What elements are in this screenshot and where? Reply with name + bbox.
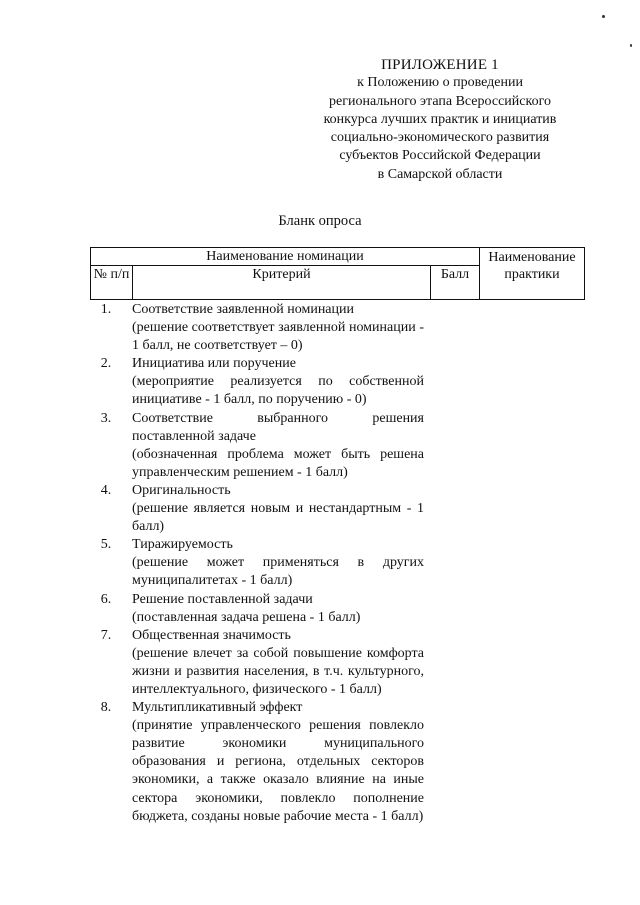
survey-header-table (90, 247, 585, 300)
criterion-title: Общественная значимость (132, 627, 291, 643)
appendix-line: социально-экономического развития (330, 130, 550, 146)
criterion-item (90, 699, 435, 826)
criterion-description: (обозначенная проблема может быть решена управленческим решением - 1 балл) (132, 446, 424, 480)
appendix-line: субъектов Российской Федерации (339, 148, 541, 164)
appendix-line: регионального этапа Всероссийского (329, 93, 551, 109)
criterion-item (90, 627, 435, 699)
form-title: Бланк опроса (278, 213, 362, 229)
criterion-title: Мультипликативный эффект (132, 700, 303, 716)
scan-speck-dot (630, 44, 632, 47)
scan-speck-dot (602, 15, 605, 18)
appendix-heading: ПРИЛОЖЕНИЕ 1 (381, 57, 499, 73)
criterion-number: 7. (100, 627, 112, 643)
criteria-list (90, 301, 435, 826)
appendix-block (300, 56, 580, 184)
criterion-title: Решение поставленной задачи (132, 591, 313, 607)
appendix-line: к Положению о проведении (357, 75, 523, 91)
criterion-title: Инициатива или поручение (132, 356, 296, 372)
criterion-item (90, 536, 435, 590)
criterion-title: Соответствие заявленной номинации (132, 302, 354, 317)
nomination-header: Наименование номинации (91, 248, 480, 266)
criterion-number: 4. (100, 482, 112, 498)
criterion-description: (решение может применяться в других муниципалитетах - 1 балл) (132, 555, 424, 589)
criterion-item (90, 410, 435, 482)
criterion-description: (решение является новым и нестандартным - 1 балл) (132, 501, 424, 535)
criterion-number: 6. (100, 591, 112, 607)
criterion-number: 8. (100, 700, 112, 716)
criterion-number: 3. (100, 410, 112, 426)
criterion-number: 2. (100, 356, 112, 372)
appendix-line: в Самарской области (377, 166, 503, 182)
criterion-item (90, 482, 435, 536)
criterion-number: 5. (100, 537, 112, 553)
criterion-description: (поставленная задача решена - 1 балл) (132, 609, 361, 625)
criterion-header: Критерий (133, 266, 431, 300)
criterion-title: Оригинальность (132, 482, 231, 498)
criterion-number: 1. (100, 302, 112, 317)
criterion-description: (решение соответствует заявленной номинации - 1 балл, не соответствует – 0) (132, 320, 424, 354)
score-header: Балл (431, 266, 480, 300)
criterion-description: (принятие управленческого решения повлекло развитие экономики муниципального образования и региона, отдельных секторов экономики, а также оказало влияние на иные сектора экономики, повлекло пополнение бюджета, созданы новые рабочие места - 1 балл) (132, 718, 424, 824)
practice-header: Наименование практики (480, 248, 585, 300)
criterion-description: (мероприятие реализуется по собственной инициативе - 1 балл, по поручению - 0) (132, 374, 424, 408)
criterion-item (90, 355, 435, 409)
appendix-line: конкурса лучших практик и инициатив (323, 111, 557, 127)
criterion-item (90, 301, 435, 355)
number-header: № п/п (91, 266, 133, 300)
criterion-title: Тиражируемость (132, 537, 233, 553)
criterion-title: Соответствие выбранного решения поставленной задаче (132, 410, 424, 444)
criterion-item (90, 591, 435, 627)
criterion-description: (решение влечет за собой повышение комфорта жизни и развития населения, в т.ч. культурного, интеллектуального, физического - 1 балл) (132, 645, 424, 697)
